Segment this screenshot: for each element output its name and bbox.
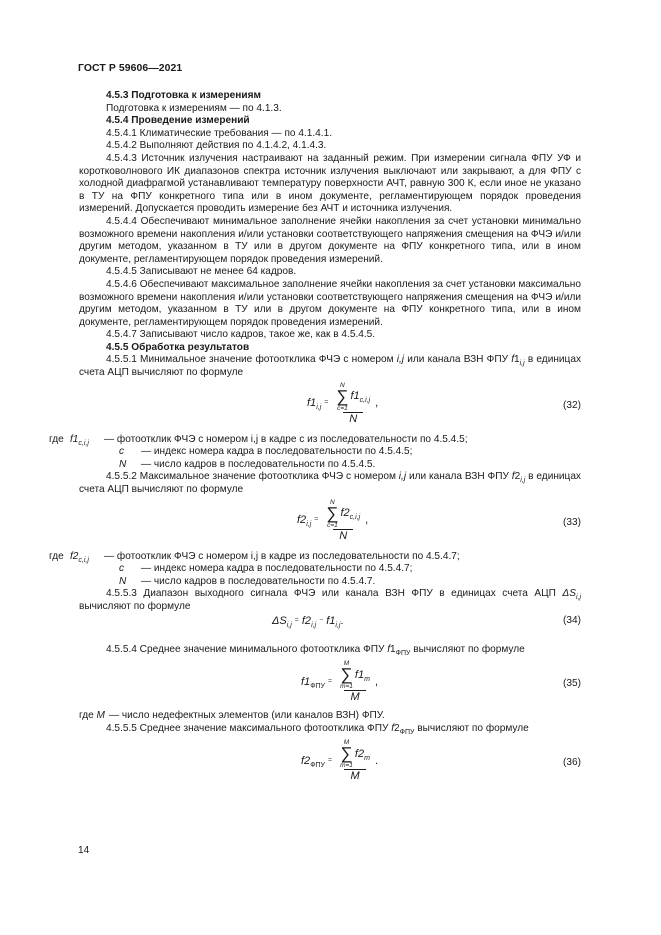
page-number: 14 [78,845,90,856]
formula-36: $f2_{ФПУ}$ = M ∑ m=1 $f2_m$ M . (36) [301,739,581,783]
equation-number: (34) [563,614,581,626]
definition-row: где $f1_{c,i,j}$ — фотоотклик ФЧЭ с номером i,j в кадре c из последовательности по 4.5.4.5; [49,433,468,447]
paragraph: 4.5.4.5 Записывают не менее 64 кадров. [106,266,297,278]
section-heading-4-5-4: 4.5.4 Проведение измерений [106,115,250,127]
paragraph: 4.5.5.5 Среднее значение максимального фотоотклика ФПУ $f2_{ФПУ}$ вычисляют по формуле [106,722,529,736]
formula-33: $f2_{i,j}$ = N ∑ c=1 $f2_{c,i,j}$ N , (33) [297,498,581,542]
definition-row: c — индекс номера кадра в последовательности по 4.5.4.7; [119,563,413,575]
paragraph: 4.5.4.6 Обеспечивают максимальное заполнение ячейки накопления за счет установки максимально возможного времени накопления и/или установки соответствующего напряжения смещения на ФЧЭ и/или другим методом, указанном в ТУ или в другом документе на ФПУ конкретного типа, или в ином документе, регламентирующем порядок проведения измерений. [79,278,581,328]
paragraph: 4.5.4.4 Обеспечивают минимальное заполнение ячейки накопления за счет установки минимально возможного времени накопления и/или установки соответствующего напряжения смещения на ФЧЭ и/или другим методом, указанном в ТУ или в другом документе на ФПУ конкретного типа, или в ином документе, регламентирующем порядок проведения измерений. [79,215,581,265]
paragraph: 4.5.4.1 Климатические требования — по 4.1.4.1. [106,127,332,139]
equation-number: (32) [563,399,581,411]
definition-row: где M — число недефектных элементов (или каналов ВЗН) ФПУ. [79,710,385,722]
definition-row: N — число кадров в последовательности по 4.5.4.7. [119,575,376,587]
definition-row: c — индекс номера кадра в последовательности по 4.5.4.5; [119,446,413,458]
equation-number: (36) [563,757,581,769]
definition-row: где $f2_{c,i,j}$ — фотоотклик ФЧЭ с номером i,j в кадре из последовательности по 4.5.4.7; [49,550,460,564]
paragraph: 4.5.5.3 Диапазон выходного сигнала ФЧЭ или канала ВЗН ФПУ в единицах счета АЦП $\Delta S_{i,j}$ вычисляют по формуле [79,588,581,612]
equation-number: (35) [563,678,581,690]
section-heading-4-5-3: 4.5.3 Подготовка к измерениям [106,90,261,101]
paragraph: 4.5.5.1 Минимальное значение фотоотклика ФЧЭ с номером i,j или канала ВЗН ФПУ $f1_{i,j}$ в единицах счета АЦП вычисляют по формуле [79,354,581,379]
formula-34: $\Delta S_{i,j}$ = $f2_{i,j}$ − $f1_{i,j}$ . (34) [272,614,581,629]
section-heading-4-5-5: 4.5.5 Обработка результатов [106,341,250,353]
document-header: ГОСТ Р 59606—2021 [78,63,183,74]
paragraph: 4.5.5.2 Максимальное значение фотоотклика ФЧЭ с номером i,j или канала ВЗН ФПУ $f2_{i,j}$ в единицах счета АЦП вычисляют по формуле [79,471,581,496]
paragraph: Подготовка к измерениям — по 4.1.3. [106,102,282,114]
equation-number: (33) [563,516,581,528]
formula-32: $f1_{i,j}$ = N ∑ c=1 $f1_{c,i,j}$ N , (32) [307,381,581,425]
definition-row: N — число кадров в последовательности по 4.5.4.5. [119,458,376,470]
paragraph: 4.5.4.7 Записывают число кадров, такое же, как в 4.5.4.5. [106,329,376,341]
paragraph: 4.5.4.2 Выполняют действия по 4.1.4.2, 4.1.4.3. [106,140,327,152]
formula-35: $f1_{ФПУ}$ = M ∑ m=1 $f1_m$ M , (35) [301,660,581,704]
paragraph: 4.5.5.4 Среднее значение минимального фотоотклика ФПУ $f1_{ФПУ}$ вычисляют по формуле [106,643,525,657]
document-body [49,90,581,789]
paragraph: 4.5.4.3 Источник излучения настраивают на заданный режим. При измерении сигнала ФПУ УФ и коротковолнового ИК диапазонов спектра источник излучения выключают или закрывают, а для ФПУ с холодной диафрагмой устанавливают температуру поверхности АЧТ, равную 300 К, если иное не указано в ТУ на ФПУ конкретного типа или в ином документе, регламентирующем порядок проведения измерений. Допускается проводить измерение без АЧТ и источника излучения. [79,152,581,215]
